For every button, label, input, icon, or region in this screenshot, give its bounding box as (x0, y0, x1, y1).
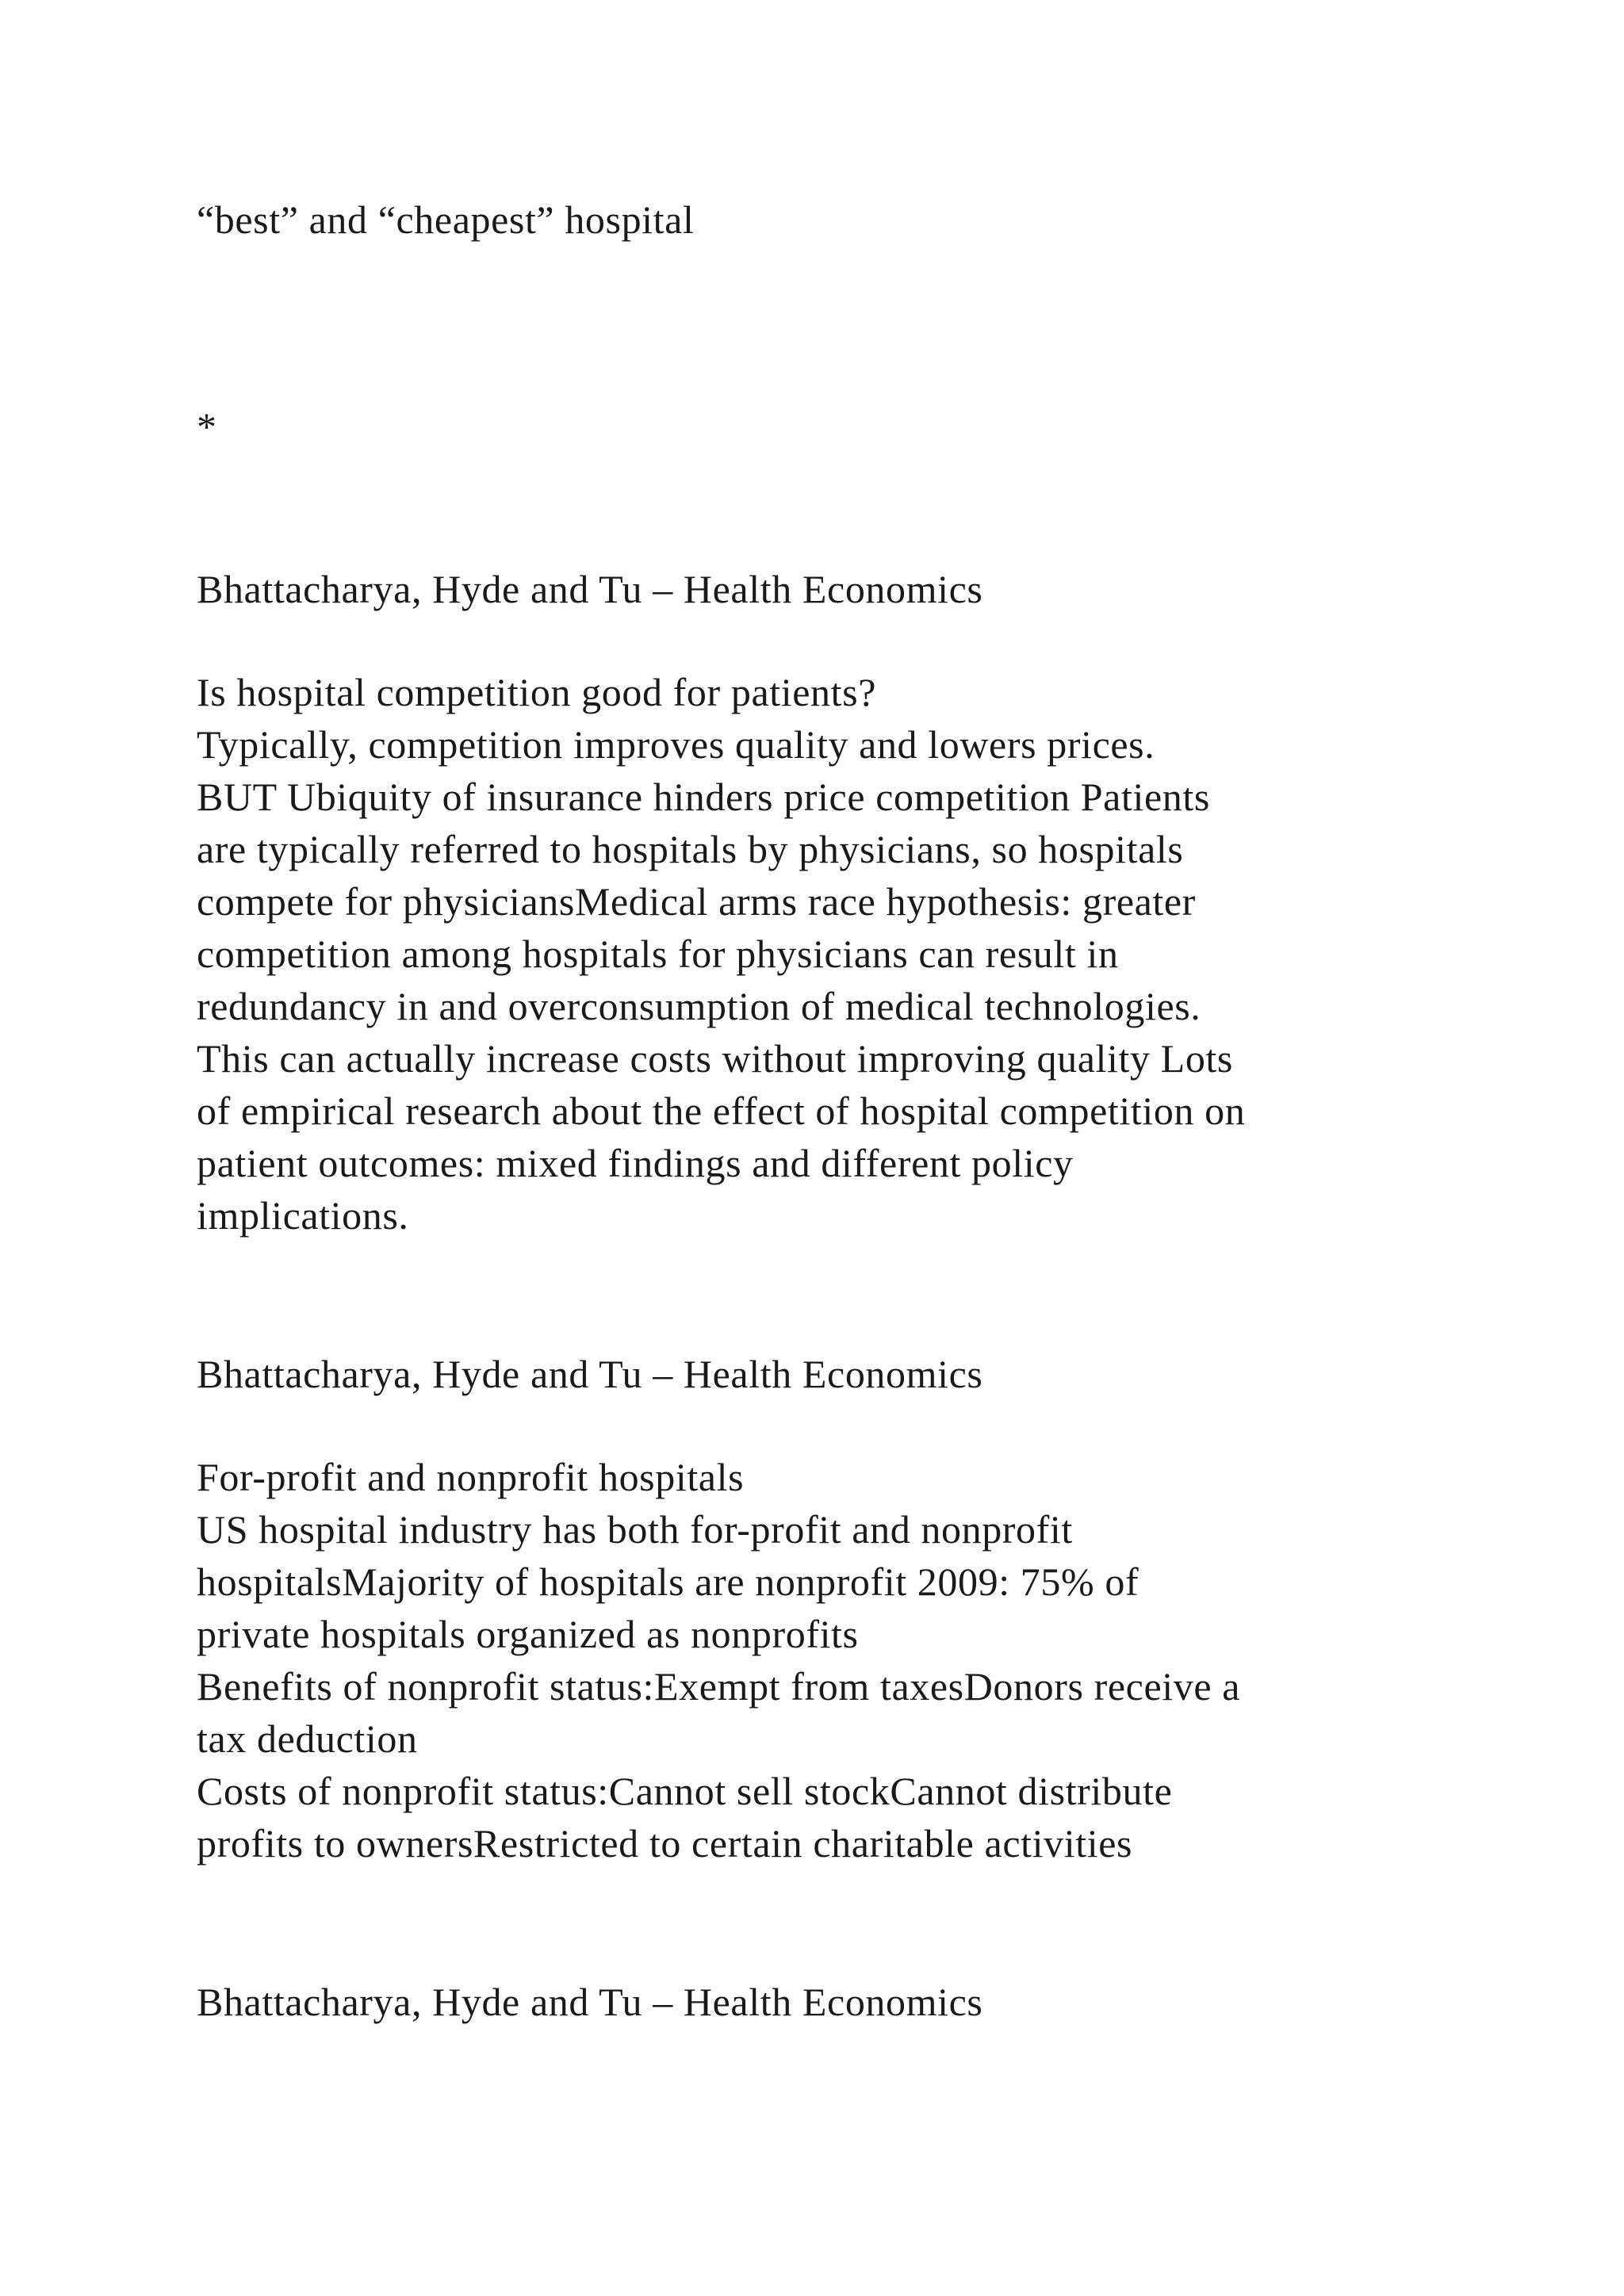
section-2-line: US hospital industry has both for-profit and nonprofit (197, 1507, 1073, 1552)
section-1-line: BUT Ubiquity of insurance hinders price competition Patients (197, 775, 1210, 819)
section-2-line: hospitalsMajority of hospitals are nonprofit 2009: 75% of (197, 1559, 1139, 1604)
section-1-line: compete for physiciansMedical arms race hypothesis: greater (197, 879, 1196, 924)
section-2-line: Benefits of nonprofit status:Exempt from taxesDonors receive a (197, 1664, 1241, 1709)
section-1-heading: Is hospital competition good for patients? (197, 670, 876, 714)
section-3-header: Bhattacharya, Hyde and Tu – Health Economics (197, 1980, 983, 2024)
section-1-line: Typically, competition improves quality and lowers prices. (197, 722, 1155, 767)
section-1-line: of empirical research about the effect of hospital competition on (197, 1089, 1246, 1133)
section-2-line: Costs of nonprofit status:Cannot sell stockCannot distribute (197, 1769, 1173, 1813)
section-2-header: Bhattacharya, Hyde and Tu – Health Economics (197, 1352, 983, 1396)
section-2-heading: For-profit and nonprofit hospitals (197, 1455, 745, 1499)
section-2-line: tax deduction (197, 1716, 418, 1761)
section-2-line: profits to ownersRestricted to certain charitable activities (197, 1821, 1133, 1866)
title-line: “best” and “cheapest” hospital (197, 197, 695, 242)
section-1-line: This can actually increase costs without improving quality Lots (197, 1036, 1233, 1081)
separator-asterisk: * (197, 404, 217, 449)
section-1-line: are typically referred to hospitals by physicians, so hospitals (197, 827, 1184, 871)
section-1-header: Bhattacharya, Hyde and Tu – Health Economics (197, 567, 983, 611)
section-1-line: redundancy in and overconsumption of medical technologies. (197, 984, 1201, 1028)
section-1-line: implications. (197, 1193, 409, 1238)
section-1-line: patient outcomes: mixed findings and different policy (197, 1141, 1074, 1185)
section-2-line: private hospitals organized as nonprofits (197, 1612, 859, 1656)
section-1-line: competition among hospitals for physicians can result in (197, 932, 1119, 976)
